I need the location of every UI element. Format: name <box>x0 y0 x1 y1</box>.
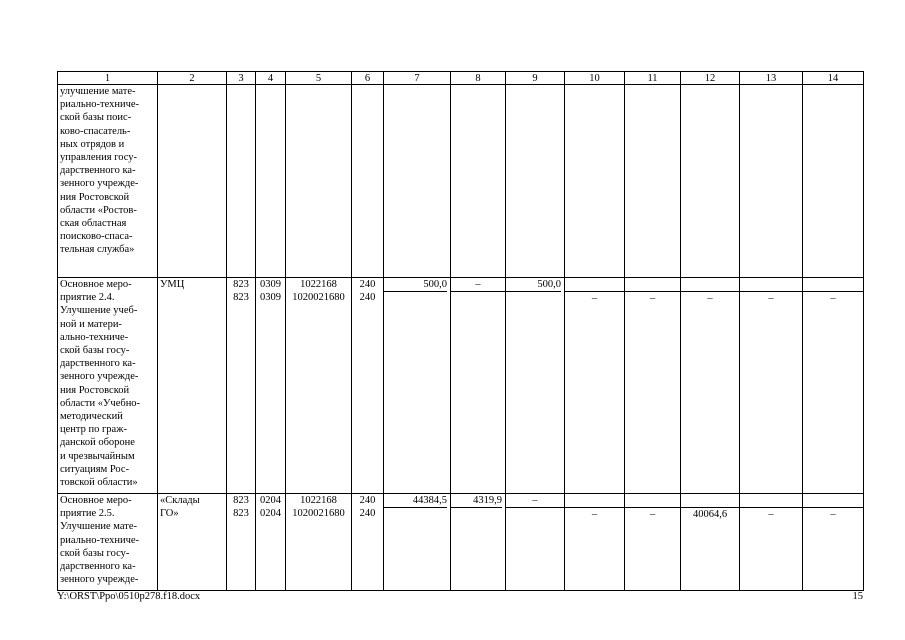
value-cell: – <box>768 293 774 304</box>
activity-description: Основное меро- приятие 2.4. Улучшение учеб- ной и матери- ально-техниче- ской базы госу- дарственного ка- зенного учрежде- ния Ростовской области «Учебно- методический центр по граж- данской обороне и чрезвычайным ситуациям Рос- товской области» <box>60 279 141 489</box>
activity-description-cell <box>58 278 158 494</box>
page-number: 15 <box>852 591 863 602</box>
col-header: 13 <box>740 72 803 85</box>
value-cell: – <box>451 278 505 292</box>
grbs-code: 823 <box>233 508 249 519</box>
col-header: 12 <box>681 72 740 85</box>
value-cell: – <box>830 293 836 304</box>
table-row-continuation <box>58 85 864 278</box>
vr-code: 240 <box>359 292 376 303</box>
activity-description-cell <box>58 85 158 278</box>
grbs-code: 823 <box>233 292 249 303</box>
col-header: 2 <box>158 72 227 85</box>
value-cell: – <box>830 509 836 520</box>
csr-code: 1020021680 <box>292 292 345 303</box>
header-row <box>58 72 864 85</box>
vr-code: 240 <box>359 495 376 506</box>
csr-code: 1022168 <box>300 495 337 506</box>
value-cell: – <box>506 494 564 508</box>
budget-table <box>57 71 864 591</box>
executor-cell <box>158 494 227 591</box>
col-header: 6 <box>352 72 384 85</box>
grbs-code: 823 <box>233 495 249 506</box>
value-cell: – <box>591 293 598 304</box>
rzpr-code: 0204 <box>260 508 281 519</box>
col-header: 1 <box>58 72 158 85</box>
col-header: 7 <box>384 72 451 85</box>
rzpr-code: 0309 <box>260 279 281 290</box>
col-header: 5 <box>286 72 352 85</box>
executor: «Склады ГО» <box>160 495 200 520</box>
value-cell: – <box>591 509 598 520</box>
col-header: 8 <box>451 72 506 85</box>
value-cell: 4319,9 <box>451 494 502 508</box>
col-header: 11 <box>625 72 681 85</box>
col-header: 3 <box>227 72 256 85</box>
col-header: 4 <box>256 72 286 85</box>
value-cell: – <box>768 509 774 520</box>
csr-code: 1020021680 <box>292 508 345 519</box>
csr-code: 1022168 <box>300 279 337 290</box>
table-row-activity-2-5 <box>58 494 864 591</box>
footer-file-path: Y:\ORST\Ppo\0510p278.f18.docx <box>57 591 201 602</box>
table-row-activity-2-4 <box>58 278 864 494</box>
vr-code: 240 <box>359 279 376 290</box>
col-header: 9 <box>506 72 565 85</box>
vr-code: 240 <box>359 508 376 519</box>
executor: УМЦ <box>160 279 185 290</box>
value-cell: 500,0 <box>384 278 447 292</box>
activity-description: улучшение мате- риально-техниче- ской базы поис- ково-спасатель- ных отрядов и управления госу- дарственного ка- зенного учрежде- ния Ростовской области «Ростов- ская областная поисково-спаса- тельная служба» <box>60 86 140 256</box>
rzpr-code: 0309 <box>260 292 281 303</box>
value-cell: – <box>649 293 656 304</box>
value-cell: – <box>649 509 656 520</box>
grbs-code: 823 <box>233 279 249 290</box>
executor-cell <box>158 278 227 494</box>
value-cell: 500,0 <box>506 278 561 292</box>
col-header: 14 <box>803 72 864 85</box>
activity-description-cell <box>58 494 158 591</box>
value-cell: – <box>707 293 713 304</box>
rzpr-code: 0204 <box>260 495 281 506</box>
activity-description: Основное меро- приятие 2.5. Улучшение мате- риально-техниче- ской базы госу- дарственного ка- зенного учрежде- <box>60 495 140 586</box>
col-header: 10 <box>565 72 625 85</box>
value-cell: 44384,5 <box>384 494 447 508</box>
value-cell: 40064,6 <box>692 509 728 520</box>
